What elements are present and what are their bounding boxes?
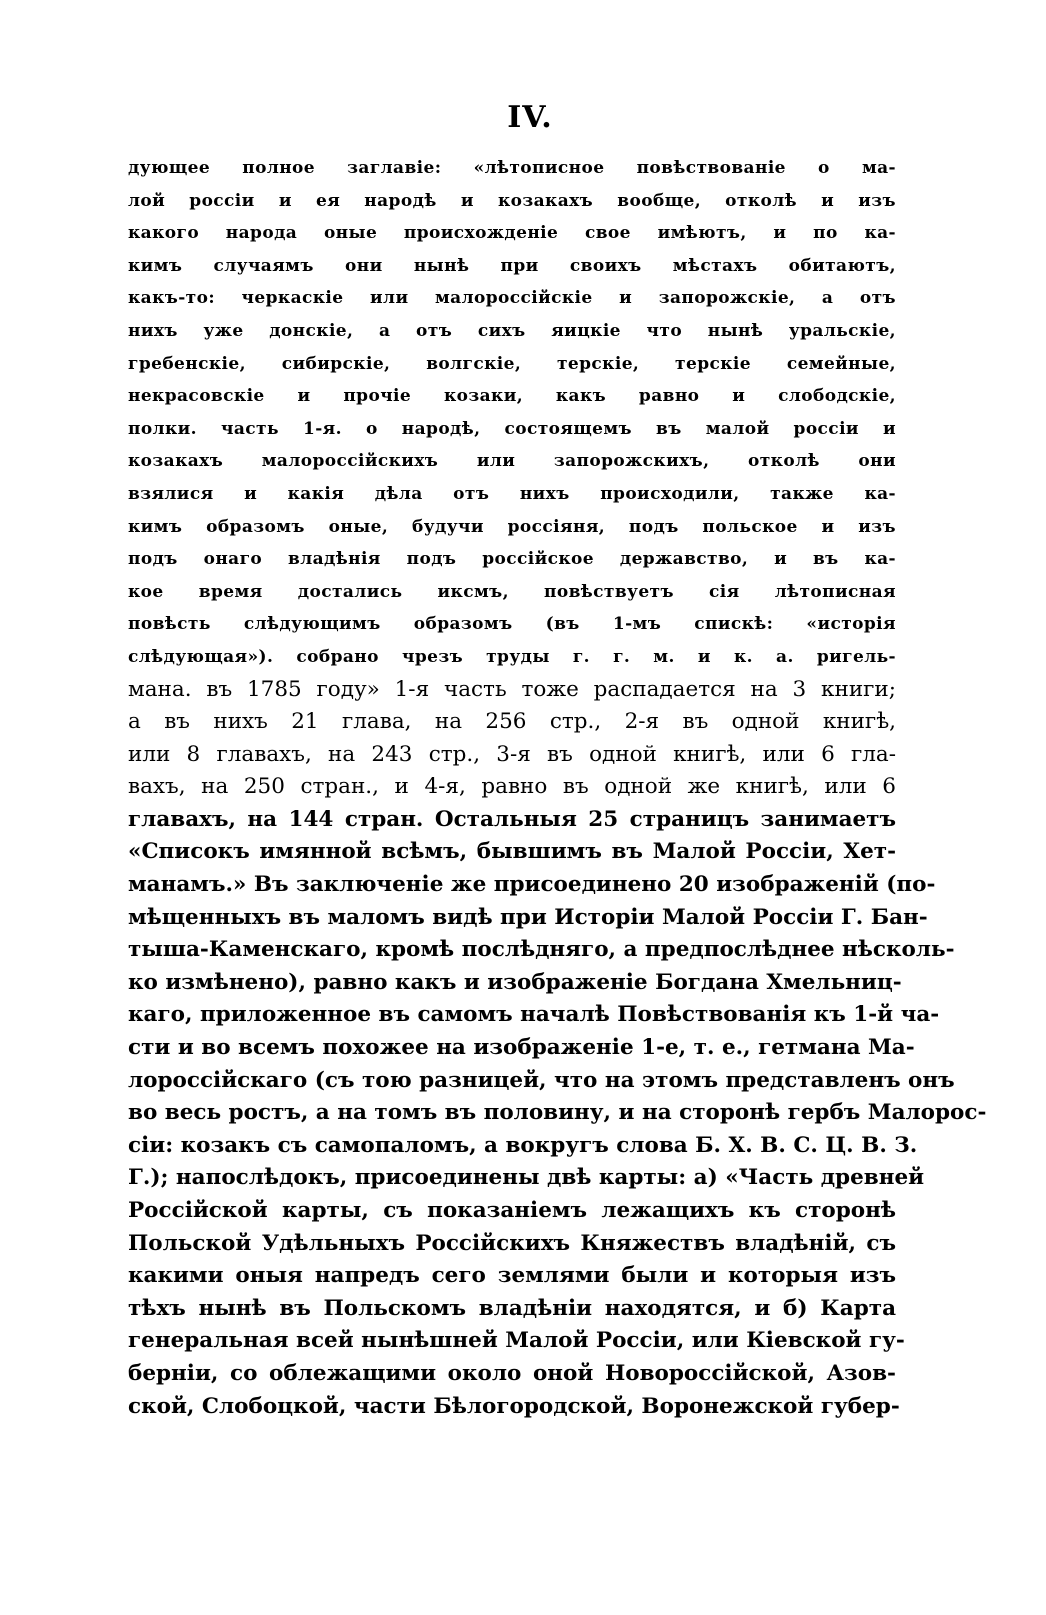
text-line: слѣдующая»). собрано чрезъ труды г. г. м. и к. а. ригель- (128, 646, 896, 667)
text-line: какъ-то: черкаскіе или малороссійскіе и запорожскіе, а отъ (128, 288, 896, 309)
text-line: кое время достались иксмъ, повѣствуетъ сія лѣтописная (128, 581, 896, 602)
text-line: тыша-Каменскаго, кромѣ послѣдняго, а предпослѣднее нѣсколь- (128, 937, 955, 963)
text-line: какими оныя напредъ сего землями были и которыя изъ (128, 1263, 896, 1289)
text-line: сти и во всемъ похожее на изображеніе 1-е, т. е., гетмана Ма- (128, 1035, 915, 1061)
text-line: генеральная всей нынѣшней Малой Россіи, или Кіевской гу- (128, 1328, 905, 1354)
body-text (128, 152, 987, 1423)
text-line: Польской Удѣльныхъ Россійскихъ Княжествъ владѣній, съ (128, 1230, 896, 1256)
text-line: тѣхъ нынѣ въ Польскомъ владѣніи находятся, и б) Карта (128, 1295, 896, 1321)
text-line: главахъ, на 144 стран. Остальныя 25 страницъ занимаетъ (128, 806, 896, 832)
text-line: какого народа оные происхожденіе свое имѣютъ, и по ка- (128, 223, 896, 244)
text-line: берніи, со облежащими около оной Новороссійской, Азов- (128, 1360, 896, 1386)
text-line: подъ онаго владѣнія подъ россійское державство, и въ ка- (128, 549, 896, 570)
text-line: Россійской карты, съ показаніемъ лежащихъ къ сторонѣ (128, 1198, 896, 1223)
text-line: мѣщенныхъ въ маломъ видѣ при Исторіи Малой Россіи Г. Бан- (128, 904, 928, 930)
text-line: каго, приложенное въ самомъ началѣ Повѣствованія къ 1-й ча- (128, 1002, 940, 1028)
text-line: ко измѣнено), равно какъ и изображеніе Богдана Хмельниц- (128, 969, 902, 995)
text-line: вахъ, на 250 стран., и 4-я, равно въ одной же книгѣ, или 6 (128, 774, 896, 800)
text-line: лороссійскаго (съ тою разницей, что на этомъ представленъ онъ (128, 1067, 955, 1093)
text-line: козакахъ малороссійскихъ или запорожскихъ, отколѣ они (128, 451, 896, 472)
text-line: дующее полное заглавіе: «лѣтописное повѣствованіе о ма- (128, 158, 896, 178)
text-line: кимъ образомъ оные, будучи россіяня, подъ польское и изъ (128, 516, 896, 537)
text-line: манамъ.» Въ заключеніе же присоединено 20 изображеній (по- (128, 872, 936, 898)
text-line: мана. въ 1785 году» 1-я часть тоже распадается на 3 книги; (128, 676, 896, 702)
text-line: Г.); напослѣдокъ, присоединены двѣ карты: а) «Часть древней (128, 1165, 925, 1191)
text-line: во весь ростъ, а на томъ въ половину, и на сторонѣ гербъ Малорос- (128, 1100, 987, 1126)
text-line: или 8 главахъ, на 243 стр., 3-я въ одной книгѣ, или 6 гла- (128, 741, 896, 767)
text-line: а въ нихъ 21 глава, на 256 стр., 2-я въ одной книгѣ, (128, 709, 896, 735)
text-line: повѣсть слѣдующимъ образомъ (въ 1-мъ спискѣ: «исторія (128, 614, 896, 635)
text-line: некрасовскіе и прочіе козаки, какъ равно и слободскіе, (128, 386, 896, 407)
text-line: кимъ случаямъ они нынѣ при своихъ мѣстахъ обитаютъ, (128, 255, 896, 276)
text-line: «Списокъ имянной всѣмъ, бывшимъ въ Малой Россіи, Хет- (128, 839, 896, 865)
text-line: взялися и какія дѣла отъ нихъ происходили, также ка- (128, 483, 896, 504)
text-line: сіи: козакъ съ самопаломъ, а вокругъ слова Б. Х. В. С. Ц. В. З. (128, 1132, 918, 1158)
text-line: гребенскіе, сибирскіе, волгскіе, терскіе, терскіе семейные, (128, 353, 896, 374)
text-line: полки. часть 1-я. о народѣ, состоящемъ въ малой россіи и (128, 418, 896, 439)
page-number: IV. (507, 100, 553, 135)
text-line: лой россіи и ея народѣ и козакахъ вообще, отколѣ и изъ (128, 190, 896, 211)
text-line: ской, Слобоцкой, части Бѣлогородской, Воронежской губер- (128, 1393, 900, 1419)
text-line: нихъ уже донскіе, а отъ сихъ яицкіе что нынѣ уральскіе, (128, 320, 896, 341)
